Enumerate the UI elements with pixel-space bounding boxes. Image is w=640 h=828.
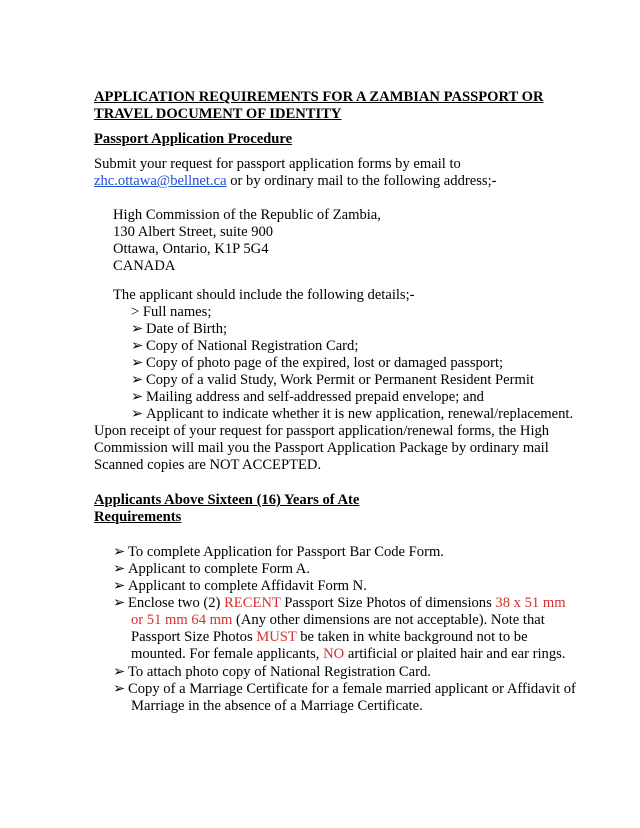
email-link[interactable]: zhc.ottawa@bellnet.ca xyxy=(94,173,227,189)
emphasis-must: MUST xyxy=(256,629,297,645)
arrow-bullet-icon: ➢ xyxy=(131,406,144,422)
address-line: CANADA xyxy=(113,258,176,274)
receipt-line: Commission will mail you the Passport Application Package by ordinary mail xyxy=(94,440,549,456)
arrow-bullet-icon: ➢ xyxy=(131,389,144,405)
arrow-bullet-icon: ➢ xyxy=(113,664,126,680)
list-item-continuation: mounted. For female applicants, NO artificial or plaited hair and ear rings. xyxy=(131,646,566,662)
procedure-intro-rest: or by ordinary mail to the following address;- xyxy=(226,173,497,189)
list-item-continuation: or 51 mm 64 mm (Any other dimensions are not acceptable). Note that xyxy=(131,612,545,628)
procedure-intro-line-1: Submit your request for passport application forms by email to xyxy=(94,156,461,172)
list-item: ➢ To complete Application for Passport Bar Code Form. xyxy=(113,544,444,560)
procedure-intro-line-2 xyxy=(94,173,497,190)
list-item: ➢ Copy of photo page of the expired, lost or damaged passport; xyxy=(131,355,504,371)
list-item: ➢ To attach photo copy of National Registration Card. xyxy=(113,664,431,680)
arrow-bullet-icon: ➢ xyxy=(113,561,126,577)
details-item-full-names: > Full names; xyxy=(131,304,212,320)
arrow-bullet-icon: ➢ xyxy=(131,372,144,388)
arrow-bullet-icon: ➢ xyxy=(113,681,126,697)
arrow-bullet-icon: ➢ xyxy=(131,355,144,371)
details-intro: The applicant should include the following details;- xyxy=(113,287,415,303)
emphasis-no: NO xyxy=(323,646,345,662)
list-item: ➢ Applicant to complete Form A. xyxy=(113,561,310,577)
arrow-bullet-icon: ➢ xyxy=(131,321,144,337)
list-item: ➢ Applicant to indicate whether it is new application, renewal/replacement. xyxy=(131,406,574,422)
list-item-continuation: Marriage in the absence of a Marriage Certificate. xyxy=(131,698,423,714)
receipt-line: Upon receipt of your request for passport application/renewal forms, the High xyxy=(94,423,550,439)
address-line: Ottawa, Ontario, K1P 5G4 xyxy=(113,241,269,257)
address-line: 130 Albert Street, suite 900 xyxy=(113,224,274,240)
emphasis-recent: RECENT xyxy=(224,595,281,611)
receipt-line: Scanned copies are NOT ACCEPTED. xyxy=(94,457,322,473)
section-heading-requirements: Requirements xyxy=(94,509,182,525)
list-item-marriage: ➢ Copy of a Marriage Certificate for a female married applicant or Affidavit of xyxy=(113,681,576,697)
list-item-continuation: Passport Size Photos MUST be taken in white background not to be xyxy=(131,629,528,645)
list-item: ➢ Copy of a valid Study, Work Permit or Permanent Resident Permit xyxy=(131,372,534,388)
emphasis-dimensions-alt: or 51 mm 64 mm xyxy=(131,612,233,628)
list-item: ➢ Applicant to complete Affidavit Form N. xyxy=(113,578,367,594)
list-item: ➢ Copy of National Registration Card; xyxy=(131,338,359,354)
emphasis-dimensions: 38 x 51 mm xyxy=(495,595,566,611)
list-item: ➢ Date of Birth; xyxy=(131,321,228,337)
address-line: High Commission of the Republic of Zambia, xyxy=(113,207,381,223)
document-title-line-2: TRAVEL DOCUMENT OF IDENTITY xyxy=(94,106,342,122)
list-item-photos: ➢ Enclose two (2) RECENT Passport Size Photos of dimensions 38 x 51 mm xyxy=(113,595,566,611)
arrow-bullet-icon: ➢ xyxy=(113,578,126,594)
document-title-line-1: APPLICATION REQUIREMENTS FOR A ZAMBIAN PASSPORT OR xyxy=(94,89,544,105)
arrow-bullet-icon: ➢ xyxy=(113,595,126,611)
procedure-heading: Passport Application Procedure xyxy=(94,131,293,147)
arrow-bullet-icon: ➢ xyxy=(113,544,126,560)
section-heading-applicants: Applicants Above Sixteen (16) Years of Ate xyxy=(94,492,360,508)
list-item: ➢ Mailing address and self-addressed prepaid envelope; and xyxy=(131,389,484,405)
arrow-bullet-icon: ➢ xyxy=(131,338,144,354)
